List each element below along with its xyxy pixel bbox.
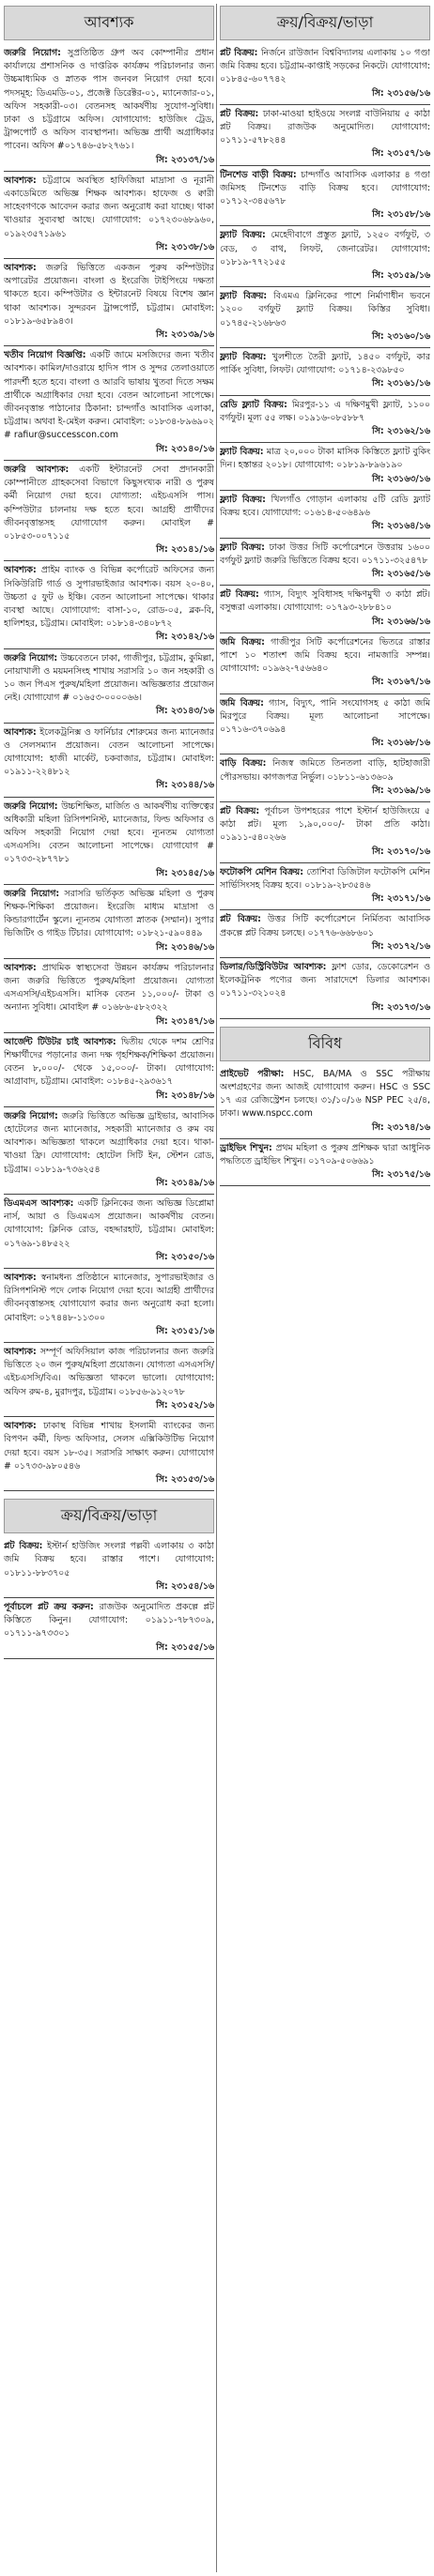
ad-heading: ফ্ল্যাট বিক্রয়: xyxy=(220,352,267,363)
ad-heading: রেডি ফ্ল্যাট বিক্রয়: xyxy=(220,399,287,410)
section-header-buy-sell-rent: ক্রয়/বিক্রয়/ভাড়া xyxy=(220,6,430,40)
classified-ad xyxy=(220,539,430,587)
ad-text xyxy=(220,805,430,846)
ad-code: সি: ২৩১৭৪/১৬ xyxy=(372,1121,430,1133)
ad-code: সি: ২৩১৫৩/১৬ xyxy=(156,1473,214,1485)
ad-code: সি: ২৩১৫১/১৬ xyxy=(156,1325,214,1336)
classified-ad xyxy=(4,724,214,798)
ad-body: একটি জামে মসজিদের জন্য খতীব আবশ্যক। কামিল/দাওরায়ে হাদিস পাস ও সুন্দর তেলাওয়াতে পারদর্শী হতে হবে। বাংলা ও আরবি ভাষায় খুতবা দিতে সক্ষম প্রার্থীকে অগ্রাধিকার দেয়া হবে। বেতন আলোচনা সাপেক্ষে। জীবনবৃত্তান্ত পাঠানোর ঠিকানা: চান্দগাঁও আবাসিক এলাকা, চট্টগ্রাম। অথবা ই-মেইল করুন। মোবাইল: ০১৮৩৪-৮৯৬৯০২ # rafiur@successcon.com xyxy=(4,350,214,441)
ad-heading: প্লট বিক্রয়: xyxy=(220,805,260,816)
ad-heading: ড্রাইভিং শিখুন: xyxy=(220,1142,272,1153)
ad-code: সি: ২৩১৫৭/১৬ xyxy=(372,148,430,160)
ad-code: সি: ২৩১৭৩/১৬ xyxy=(372,1001,430,1013)
ad-text xyxy=(4,652,214,706)
ad-text xyxy=(4,1197,214,1251)
ad-text xyxy=(4,888,214,941)
ad-text xyxy=(220,229,430,269)
ad-code: সি: ২৩১৪৪/১৬ xyxy=(156,780,214,791)
ad-code: সি: ২৩১৪২/১৬ xyxy=(156,632,214,643)
ad-body: স্বনামধন্য প্রতিষ্ঠানে ম্যানেজার, সুপারভাইজার ও রিসিপশনিস্ট পদে লোক নিয়োগ দেয়া হবে। আগ্রহী প্রার্থীদের জীবনবৃত্তান্তসহ যোগাযোগ করার জন্য অনুরোধ করা হলো। মোবাইল: ০১৭৪৪৮-১১৩০০ xyxy=(4,1273,214,1323)
ad-text xyxy=(220,636,430,677)
ad-body: জরুরি ভিত্তিতে অভিজ্ঞ ড্রাইভার, আবাসিক হোটেলের জন্য ম্যানেজার, সহকারী ম্যানেজার ও রুম বয় আবশ্যক। অভিজ্ঞতা থাকলে অগ্রাধিকার দেয়া হবে। থাকা-খাওয়া ফ্রি। যোগাযোগ: হোটেল সিটি ইন, স্টেশন রোড, চট্টগ্রাম। ০১৮১৯-৭৩৬২৫৪ xyxy=(4,1110,214,1175)
ad-code: সি: ২৩১৭২/১৬ xyxy=(372,940,430,952)
ad-code: সি: ২৩১৪৭/১৬ xyxy=(156,1015,214,1027)
ad-code: সি: ২৩১৫০/১৬ xyxy=(156,1251,214,1262)
column-divider xyxy=(216,4,217,2572)
classified-ad xyxy=(4,649,214,724)
ad-code: সি: ২৩১৬২/১৬ xyxy=(372,426,430,437)
ad-code: সি: ২৩১৫৪/১৬ xyxy=(156,1580,214,1592)
ad-heading: আবশ্যক: xyxy=(4,1273,37,1284)
ad-body: গ্যাস, বিদ্যুৎ, পানি সংযোগসহ ৫ কাঠা জমি মিরপুরে বিক্রয়। মূল্য আলোচনা সাপেক্ষে। ০১৭১৬-৩৭০৬৯৪ xyxy=(220,697,430,735)
classified-ad xyxy=(220,396,430,444)
ad-text xyxy=(4,175,214,241)
classified-ad xyxy=(220,1065,430,1139)
ad-body: একটি ক্লিনিকের জন্য অভিজ্ঞ ডিপ্লোমা নার্স, আয়া ও ডিএমএস প্রয়োজন। আকর্ষণীয় বেতন। যোগাযোগ: ক্লিনিক রোড, বহদ্দারহাট, চট্টগ্রাম। মোবাইল: ০১৭৬৯-১৪৮৫২২ xyxy=(4,1198,214,1249)
classified-ad xyxy=(220,802,430,863)
classified-ad xyxy=(220,694,430,755)
right-column xyxy=(220,6,430,2571)
left-column xyxy=(4,6,214,2571)
ad-heading: আবশ্যক: xyxy=(4,263,37,274)
ad-body: সুপ্রতিষ্ঠিত গ্রুপ অব কোম্পানীর প্রধান কার্যালয়ে প্রশাসনিক ও দাপ্তরিক কার্যক্রম পরিচালনার জন্য উচ্চমাধ্যমিক ও স্নাতক পাস জনবল নিয়োগ দেয়া হবে। পদসমূহ: ডিএমডি-০১, প্রজেক্ট ডিরেক্টর-০১, ম্যানেজার-০১, অফিস সহকারী-০৩। বেতনসহ আকর্ষণীয় সুযোগ-সুবিধা। ঢাকা ও চট্টগ্রামে অফিস। যোগাযোগ: হাউজিং ট্রেড, ট্রান্সপোর্ট ও অফিস ব্যবস্থাপনা। অভিজ্ঞ প্রার্থী অগ্রাধিকার পাবেন। অফিস #০১৭৪৬-৫৮২৭৬১। xyxy=(4,48,214,152)
ad-text xyxy=(4,349,214,442)
ad-heading: প্লট বিক্রয়: xyxy=(220,108,259,119)
ad-code: সি: ২৩১৩৯/১৬ xyxy=(156,329,214,341)
ad-text xyxy=(220,47,430,87)
ad-body: নির্জনে রাউজান বিশ্ববিদ্যালয় এলাকায় ১০ গণ্ডা জমি বিক্রয় হবে। চট্টগ্রাম-কাপ্তাই সড়কের নিকটে। যোগাযোগ: ০১৮৪৫-৬০৭৭৪২ xyxy=(220,48,430,85)
ad-body: খিলগাঁও গোড়ান এলাকায় ৫টি রেডি ফ্ল্যাট বিক্রয় হবে। যোগাযোগ: ০১৬১৪-৫০৬৪৯৬ xyxy=(220,494,430,519)
ad-heading: ফ্ল্যাট বিক্রয়: xyxy=(220,447,264,458)
ad-heading: ফ্ল্যাট বিক্রয়: xyxy=(220,230,266,241)
property-ads xyxy=(220,44,430,1019)
ad-body: ইস্টার্ন হাউজিং সংলগ্ন পল্লবী এলাকায় ৩ কাঠা জমি বিক্রয় হবে। রাস্তার পাশে। যোগাযোগ: ০১৮১১-৮৮৩৭০৫ xyxy=(4,1541,214,1578)
classified-ad xyxy=(4,959,214,1033)
ad-code: সি: ২৩১৪৩/১৬ xyxy=(156,706,214,717)
classified-ad xyxy=(220,910,430,958)
ad-code: সি: ২৩১৬৯/১৬ xyxy=(372,785,430,796)
ad-body: গাজীপুর সিটি কর্পোরেশনের ভিতরে রাস্তার পাশে ১০ শতাংশ জমি বিক্রয় হবে। নামজারি সম্পন্ন। যোগাযোগ: ০১৯৬২-৭৫৬৬৪০ xyxy=(220,636,430,675)
ad-text xyxy=(4,800,214,867)
ad-text xyxy=(4,1346,214,1399)
ad-code: সি: ২৩১৭৫/১৬ xyxy=(372,1169,430,1181)
ad-code: সি: ২৩১৬৮/১৬ xyxy=(372,738,430,749)
classified-ad xyxy=(220,958,430,1019)
ad-heading: আবশ্যক: xyxy=(4,726,37,738)
ad-heading: পূর্বাচলে প্লট ক্রয় করুন: xyxy=(4,1601,94,1612)
ad-body: প্রাথমিক স্বাস্থ্যসেবা উন্নয়ন কার্যক্রম পরিচালনার জন্য জরুরি ভিত্তিতে পুরুষ/মহিলা প্রয়োজন। যোগ্যতা এসএসসি/এইচএসসি। মাসিক বেতন ১১,০০০/- টাকা ও অন্যান্য সুবিধা। মোবাইল # ০১৬৮৬-৫৮২৩২২ xyxy=(4,962,214,1014)
ad-text xyxy=(220,697,430,738)
ad-body: রাজউক অনুমোদিত প্রকল্পে প্লট কিস্তিতে কিনুন। যোগাযোগ: ০১৯১১-৭৮৭৩০৯, ০১৭১১-৯৭৩৩০১ xyxy=(4,1601,214,1639)
ad-heading: জরুরি নিয়োগ: xyxy=(4,888,60,899)
ad-body: উত্তর সিটি কর্পোরেশনে নির্মিতব্য আবাসিক প্রকল্পে প্লট বিক্রয় চলছে। ০১৭৭৬-৬৬৮৬০১ xyxy=(220,914,430,938)
ad-body: বিএমএ ক্লিনিকের পাশে নির্মাণাধীন ভবনে ১২০০ বর্গফুট ফ্ল্যাট বিক্রয়। কিস্তির সুবিধা। ০১৭৪৫-২১৬৮৬৩ xyxy=(220,291,430,328)
ad-heading: প্লট বিক্রয়: xyxy=(220,48,258,58)
ad-code: সি: ২৩১৩৭/১৬ xyxy=(156,154,214,165)
ad-text xyxy=(220,108,430,148)
ad-heading: ডিলার/ডিস্ট্রিবিউটর আবশ্যক: xyxy=(220,961,327,972)
ad-code: সি: ২৩১৬৪/১৬ xyxy=(372,521,430,532)
ad-body: নিজস্ব জমিতে তিনতলা বাড়ি, হাটহাজারী পৌরসভায়। কাগজপত্র নির্ভুল। ০১৮১১-৬১৩৬০৯ xyxy=(220,758,430,783)
ad-text xyxy=(220,913,430,939)
ad-text xyxy=(220,290,430,330)
classified-ad xyxy=(4,798,214,885)
ad-body: পূর্বাচল উপশহরের পাশে ইস্টার্ন হাউজিংয়ে ৫ কাঠা প্লট। মূল্য ১,৯০,০০০/- টাকা প্রতি কাঠা। ০১৯১১-৫৪০২৬৬ xyxy=(220,805,430,844)
buy-sell-ads xyxy=(4,1537,214,1659)
ad-body: ঢাকাস্থ বিভিন্ন শাখায় ইসলামী ব্যাংকের জন্য বিপণন কর্মী, ফিল্ড অফিসার, সেলস এক্সিকিউটিভ নিয়োগ দেয়া হবে। বয়স ১৮-৩৫। সরাসরি সাক্ষাৎ করুন। যোগাযোগ # ০১৭৩৩-৯৮০৫৪৬ xyxy=(4,1421,214,1471)
classified-ad xyxy=(220,863,430,911)
ad-code: সি: ২৩১৭০/১৬ xyxy=(372,846,430,857)
ad-body: প্রাইম ব্যাংক ও বিভিন্ন কর্পোরেট অফিসের জন্য সিকিউরিটি গার্ড ও সুপারভাইজার আবশ্যক। বয়স ২০-৪০, উচ্চতা ৫ ফুট ৬ ইঞ্চি। বেতন আলোচনা সাপেক্ষে। থাকার ব্যবস্থা আছে। যোগাযোগ: বাসা-১০, রোড-০৫, ব্লক-বি, হালিশহর, চট্টগ্রাম। মোবাইল: ০১৮১৪-৩৪০৮৭২ xyxy=(4,565,214,630)
ad-heading: আবশ্যক: xyxy=(4,962,37,973)
ad-heading: জরুরি আবশ্যক: xyxy=(4,464,70,475)
ad-heading: আবশ্যক: xyxy=(4,1421,37,1432)
classified-ad xyxy=(4,44,214,172)
classified-ad xyxy=(4,1343,214,1417)
ad-code: সি: ২৩১৪৫/১৬ xyxy=(156,867,214,878)
ad-heading: আর্জেন্ট টিউটর চাই আবশ্যক: xyxy=(4,1036,116,1047)
ad-body: খুলশীতে তৈরী ফ্ল্যাট, ১৪৫০ বর্গফুট, কার পার্কিং সুবিধা, লিফট। যোগাযোগ: ০১৭১৪-২৩৯৮৫০ xyxy=(220,352,430,376)
ad-text xyxy=(220,446,430,472)
ad-text xyxy=(4,47,214,154)
ad-heading: প্লট বিক্রয়: xyxy=(220,914,261,925)
ad-code: সি: ২৩১৪৯/১৬ xyxy=(156,1177,214,1188)
ad-text xyxy=(4,962,214,1015)
ad-text xyxy=(220,588,430,615)
ad-code: সি: ২৩১৬৩/১৬ xyxy=(372,473,430,484)
ad-code: সি: ২৩১৬০/১৬ xyxy=(372,330,430,342)
ad-body: মিরপুর-১১ এ দক্ষিণমুখী ফ্ল্যাট, ১১০০ বর্গফুট। মূল্য ৫৫ লক্ষ। ০১৯১৬-০৮৫৮৮৭ xyxy=(220,399,430,423)
ad-body: সরাসরি ভর্তিকৃত অভিজ্ঞ মহিলা ও পুরুষ শিক্ষক-শিক্ষিকা প্রয়োজন। ইংরেজি মাধ্যম মাদ্রাসা ও কিন্ডারগার্টেন স্কুলে। ন্যূনতম যোগ্যতা স্নাতক (সম্মান)। সুপার ভিজিটিং ও গাইড টিচার। যোগাযোগ: ০১৮২১-৫৯০৪৪৯ xyxy=(4,888,214,939)
ad-code: সি: ২৩১৪৬/১৬ xyxy=(156,941,214,953)
classified-ad xyxy=(4,259,214,346)
ad-body: ঢাকা উত্তর সিটি কর্পোরেশনে উত্তরায় ১৬০০ বর্গফুট ফ্ল্যাট জরুরি ভিত্তিতে বিক্রয় হবে। ০১৭১১-৩২৫৪৭৮ xyxy=(220,541,430,566)
classified-ad xyxy=(220,226,430,287)
ad-code: সি: ২৩১৩৮/১৬ xyxy=(156,241,214,252)
ad-text xyxy=(4,1272,214,1325)
misc-ads xyxy=(220,1065,430,1187)
ad-text xyxy=(220,961,430,1001)
classified-ad xyxy=(4,346,214,461)
classified-ad xyxy=(4,1598,214,1659)
classified-ad xyxy=(4,1107,214,1195)
ad-code: সি: ২৩১৬৬/১৬ xyxy=(372,616,430,627)
ad-code: সি: ২৩১৫৮/১৬ xyxy=(372,209,430,221)
ad-body: সম্পূর্ণ অফিসিয়াল কাজ পরিচালনার জন্য জরুরি ভিত্তিতে ২০ জন পুরুষ/মহিলা প্রয়োজন। যোগ্যতা এসএসসি/এইচএসসি/বিএ। অভিজ্ঞতা থাকলে ভালো। যোগাযোগ: অফিস রুম-৪, মুরাদপুর, চট্টগ্রাম। ০১৮৫৬-৯১২০৭৮ xyxy=(4,1347,214,1397)
classified-ad xyxy=(220,1139,430,1187)
ad-text xyxy=(4,464,214,543)
section-header-miscellaneous: বিবিধ xyxy=(220,1027,430,1061)
ad-text xyxy=(4,1540,214,1580)
ad-heading: প্লট বিক্রয়: xyxy=(220,589,259,601)
ad-heading: বাড়ি বিক্রয়: xyxy=(220,758,267,770)
ad-text xyxy=(4,1110,214,1177)
ad-text xyxy=(220,1068,430,1121)
ad-body: দ্বিতীয় থেকে দশম শ্রেণির শিক্ষার্থীদের পড়ানোর জন্য দক্ষ গৃহশিক্ষক/শিক্ষিকা প্রয়োজন। বেতন ৮,০০০/- থেকে ১৫,০০০/- টাকা। যোগাযোগ: আগ্রাবাদ, চট্টগ্রাম। মোবাইল: ০১৮৪৫-২৯৩৬১৭ xyxy=(4,1036,214,1088)
ad-text xyxy=(220,1142,430,1168)
ad-body: মাত্র ২০,০০০ টাকা মাসিক কিস্তিতে ফ্ল্যাট বুকিং দিন। হস্তান্তর ২০১৮। যোগাযোগ: ০১৮১৯-৮৯৬১৯০ xyxy=(220,447,430,471)
ad-heading: জমি বিক্রয়: xyxy=(220,697,264,709)
ad-code: সি: ২৩১৪০/১৬ xyxy=(156,443,214,454)
ad-body: গ্যাস, বিদ্যুৎ সুবিধাসহ দক্ষিণমুখী ৩ কাঠা প্লট। বসুন্ধরা এলাকায়। যোগাযোগ: ০১৭৯৩-২৮৮৪১০ xyxy=(220,589,430,614)
ad-text xyxy=(220,351,430,377)
ad-body: উচ্চবেতনে ঢাকা, গাজীপুর, চট্টগ্রাম, কুমিল্লা, নোয়াখালী ও ময়মনসিংহ শাখায় সরাসরি ১০ জন সহকারী ও ১০ জন পিএস পুরুষ/মহিলা প্রয়োজন। অভিজ্ঞতার প্রয়োজন নেই। যোগাযোগ # ০১৬৫৩-০০০০৬৬। xyxy=(4,652,214,704)
classified-ad xyxy=(4,461,214,561)
ad-heading: প্রাইভেট পরীক্ষা: xyxy=(220,1068,285,1079)
classified-ad xyxy=(4,1195,214,1269)
ad-heading: খতীব নিয়োগ বিজ্ঞপ্তি: xyxy=(4,350,86,361)
ad-text xyxy=(220,399,430,425)
ad-text xyxy=(4,1601,214,1641)
ad-code: সি: ২৩১৬১/১৬ xyxy=(372,378,430,389)
ad-code: সি: ২৩১৬৫/১৬ xyxy=(372,568,430,579)
ad-text xyxy=(220,866,430,892)
classified-ad xyxy=(4,561,214,648)
classified-ad xyxy=(220,166,430,227)
classified-ad xyxy=(4,1269,214,1343)
ad-heading: জরুরি নিয়োগ: xyxy=(4,1110,58,1121)
ad-body: একটি ইন্টারনেট সেবা প্রদানকারী কোম্পানীতে গ্রাহকসেবা বিভাগে কিছুসংখ্যক নারী ও পুরুষ কর্মী নিয়োগ দেয়া হবে। যোগ্যতা: এইচএসসি পাস। কম্পিউটার চালনায় দক্ষ হতে হবে। আগ্রহী প্রার্থীদের জীবনবৃত্তান্তসহ যোগাযোগ করুন। মোবাইল # ০১৮৫৩-০০৭১১৫ xyxy=(4,464,214,541)
ad-code: সি: ২৩১৭১/১৬ xyxy=(372,893,430,905)
ad-text xyxy=(4,726,214,780)
ad-body: তোশিবা ডিজিটাল ফটোকপি মেশিন সার্ভিসিংসহ বিক্রয় হবে। ০১৮১৯-২৮৩৫৪৬ xyxy=(220,866,430,891)
classified-ad xyxy=(4,172,214,259)
ad-heading: জরুরি নিয়োগ: xyxy=(4,48,61,58)
classified-ad xyxy=(220,755,430,802)
ad-body: চান্দগাঁও আবাসিক এলাকার ৪ গণ্ডা জমিসহ টিনশেড বাড়ি বিক্রয় হবে। যোগাযোগ: ০১৭১২-৩৪৫৬৭৮ xyxy=(220,169,430,207)
ad-text xyxy=(220,494,430,520)
classified-ad xyxy=(220,348,430,396)
ad-text xyxy=(220,757,430,784)
ad-heading: ফ্ল্যাট বিক্রয়: xyxy=(220,494,266,505)
ad-code: সি: ২৩১৫৯/১৬ xyxy=(372,270,430,282)
ad-code: সি: ২৩১৪৮/১৬ xyxy=(156,1090,214,1101)
ad-heading: জরুরি নিয়োগ: xyxy=(4,800,58,812)
ad-code: সি: ২৩১৫২/১৬ xyxy=(156,1399,214,1410)
ad-heading: টিনশেড বাড়ী বিক্রয়: xyxy=(220,169,297,180)
ad-heading: ডিএমএস আবশ্যক: xyxy=(4,1198,74,1210)
classified-ad xyxy=(220,633,430,694)
ad-heading: ফটোকপি মেশিন বিক্রয়: xyxy=(220,866,303,877)
ad-body: চট্টগ্রামে অবস্থিত হাফিজিয়া মাদ্রাসা ও নূরানী একাডেমিতে অভিজ্ঞ শিক্ষক আবশ্যক। হাফেজ ও ক্বারী সাহেবগণকে আবেদন করার জন্য অনুরোধ করা যাচ্ছে। থাকা খাওয়ার সুব্যবস্থা আছে। যোগাযোগ: ০১৭২৩০৬৮৯৬০, ০১৯২৩৫৭১৯৬১ xyxy=(4,175,214,239)
ad-text xyxy=(4,564,214,631)
ad-body: জরুরি ভিত্তিতে একজন পুরুষ কম্পিউটার অপারেটর প্রয়োজন। বাংলা ও ইংরেজি টাইপিংয়ে দক্ষতা থাকতে হবে। কম্পিউটার ও ইন্টারনেট বিষয়ে বিশেষ জ্ঞান থাকা আবশ্যক। সুন্দরবন ট্রান্সপোর্ট, চট্টগ্রাম। মোবাইল: ০১৮১৯-৬৫৮৯৪৩। xyxy=(4,263,214,327)
ad-heading: ফ্ল্যাট বিক্রয়: xyxy=(220,291,268,302)
ad-text xyxy=(4,1420,214,1473)
ad-code: সি: ২৩১৫৬/১৬ xyxy=(372,87,430,99)
ad-heading: আবশ্যক: xyxy=(4,1347,37,1358)
classified-ad xyxy=(4,1033,214,1107)
classified-ad xyxy=(220,287,430,348)
classified-ad xyxy=(220,491,430,539)
section-header-buy-sell-rent: ক্রয়/বিক্রয়/ভাড়া xyxy=(4,1499,214,1533)
ad-heading: আবশ্যক: xyxy=(4,565,37,576)
classified-ad xyxy=(4,1417,214,1491)
ad-body: HSC, BA/MA ও SSC পরীক্ষায় অংশগ্রহণের জন্য আজই যোগাযোগ করুন। HSC ও SSC ১৭ এর রেজিস্ট্রেশন চলছে। ৩১/১০/১৬ NSP PEC ২৫/৪, ঢাকা। www.nspcc.com xyxy=(220,1068,430,1120)
ad-body: মেহেদীবাগে প্রস্তুত ফ্ল্যাট, ১২৫০ বর্গফুট, ৩ বেড, ৩ বাথ, লিফট, জেনারেটর। যোগাযোগ: ০১৮১৯-৭৭২১৫৫ xyxy=(220,230,430,267)
classified-ad xyxy=(220,443,430,491)
ad-heading: জরুরি নিয়োগ: xyxy=(4,652,58,663)
wanted-ads xyxy=(4,44,214,1491)
classified-ad xyxy=(4,1537,214,1598)
ad-text xyxy=(220,169,430,209)
ad-body: ফ্লাশ ডোর, ডেকোরেশন ও ইলেকট্রনিক পণ্যের জন্য সারাদেশে ডিলার আবশ্যক। ০১৭১১-৩২১০২৪ xyxy=(220,961,430,999)
ad-heading: প্লট বিক্রয়: xyxy=(4,1541,43,1552)
ad-code: সি: ২৩১৫৫/১৬ xyxy=(156,1641,214,1653)
ad-heading: ফ্ল্যাট বিক্রয়: xyxy=(220,541,265,553)
ad-text xyxy=(220,541,430,568)
classified-ad xyxy=(4,885,214,959)
ad-text xyxy=(4,262,214,328)
ad-heading: আবশ্যক: xyxy=(4,175,37,186)
ad-body: উচ্চশিক্ষিত, মার্জিত ও আকর্ষণীয় ব্যক্তিত্বের অধিকারী মহিলা রিসিপশনিস্ট, ম্যানেজার, ফিল্ড অফিসার ও অফিস সহকারী নিয়োগ দেয়া হবে। ন্যূনতম যোগ্যতা এসএসসি। বেতন আলোচনা সাপেক্ষে। যোগাযোগ # ০১৭৩৩-২৮৭৭৮১ xyxy=(4,800,214,865)
classified-ad xyxy=(220,586,430,633)
classified-ad xyxy=(220,105,430,166)
ad-text xyxy=(4,1036,214,1090)
ad-body: ইলেকট্রনিক্স ও ফার্নিচার শোরুমের জন্য ম্যানেজার ও সেলসম্যান প্রয়োজন। বেতন আলোচনা সাপেক্ষে। যোগাযোগ: হাজী মার্কেট, চকবাজার, চট্টগ্রাম। মোবাইল: ০১৯১১-২২৪৮১২ xyxy=(4,726,214,778)
ad-body: ঢাকা-মাওয়া হাইওয়ে সংলগ্ন বাউনিয়ায় ৫ কাঠা প্লট বিক্রয়। রাজউক অনুমোদিত। যোগাযোগ: ০১৭১১-৫৭৮২৪৪ xyxy=(220,108,430,146)
ad-code: সি: ২৩১৪১/১৬ xyxy=(156,544,214,556)
ad-body: প্রথম মহিলা ও পুরুষ প্রশিক্ষক দ্বারা আধুনিক পদ্ধতিতে ড্রাইভিং শিখুন। ০১৭০৯-৫০৬৬৯১ xyxy=(220,1142,430,1167)
ad-code: সি: ২৩১৬৭/১৬ xyxy=(372,677,430,688)
section-header-wanted: আবশ্যক xyxy=(4,6,214,40)
ad-heading: জমি বিক্রয়: xyxy=(220,636,265,648)
classified-ad xyxy=(220,44,430,105)
